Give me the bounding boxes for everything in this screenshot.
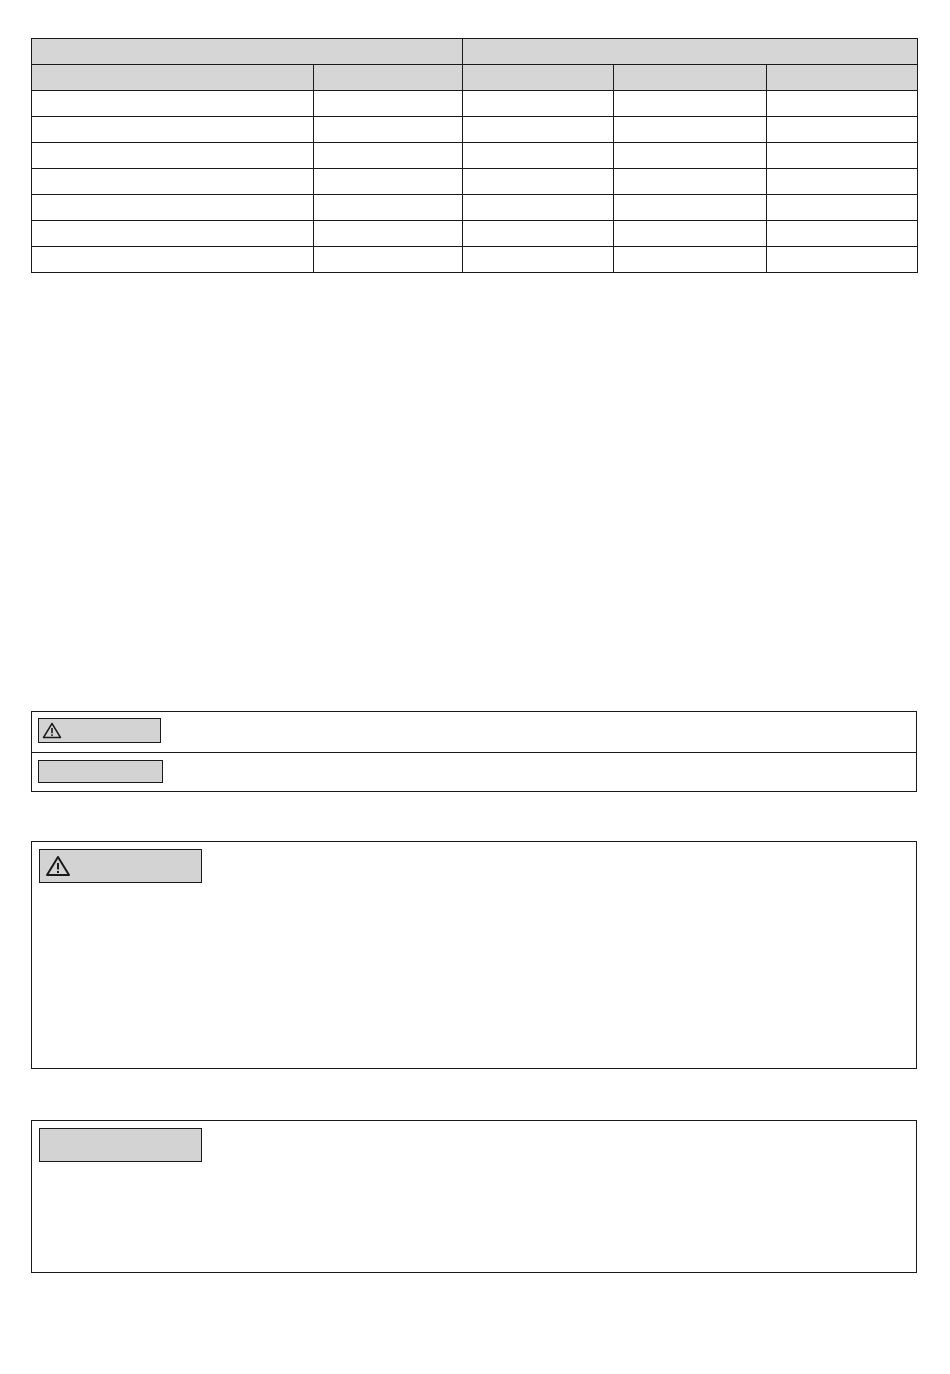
table-column-header: [314, 65, 463, 91]
table-cell: [767, 247, 918, 273]
table-cell: [463, 221, 614, 247]
table-cell: [463, 117, 614, 143]
table-cell: [767, 221, 918, 247]
warning-triangle-icon: [42, 722, 62, 739]
spec-table: [31, 38, 918, 273]
table-column-header: [32, 65, 314, 91]
note-tag: [38, 760, 163, 783]
table-cell: [463, 91, 614, 117]
note-tag-large: [39, 1128, 202, 1162]
warning-tag-large: [39, 849, 202, 883]
table-cell: [614, 91, 767, 117]
table-cell: [767, 143, 918, 169]
warning-box: [31, 841, 917, 1069]
table-cell: [614, 221, 767, 247]
table-cell: [314, 169, 463, 195]
table-group-header-right: [463, 39, 918, 65]
table-row: [32, 195, 918, 221]
table-cell: [32, 91, 314, 117]
table-cell: [614, 195, 767, 221]
note-box: [31, 1120, 917, 1273]
notice-box-small: [31, 711, 917, 792]
table-cell: [32, 195, 314, 221]
table-cell: [767, 91, 918, 117]
table-cell: [32, 143, 314, 169]
table-column-header: [463, 65, 614, 91]
table-cell: [614, 247, 767, 273]
table-cell: [314, 195, 463, 221]
table-group-header-left: [32, 39, 463, 65]
table-column-header: [767, 65, 918, 91]
table-cell: [314, 221, 463, 247]
table-cell: [463, 247, 614, 273]
table-cell: [314, 247, 463, 273]
table-cell: [32, 221, 314, 247]
table-cell: [463, 143, 614, 169]
warning-notice-row: [32, 712, 916, 752]
warning-triangle-icon: [45, 855, 71, 877]
table-cell: [614, 117, 767, 143]
table-cell: [314, 143, 463, 169]
table-cell: [767, 195, 918, 221]
table-column-header: [614, 65, 767, 91]
table-cell: [32, 169, 314, 195]
table-cell: [463, 169, 614, 195]
table-cell: [314, 117, 463, 143]
table-cell: [767, 169, 918, 195]
table-cell: [767, 117, 918, 143]
table-row: [32, 221, 918, 247]
table-column-header-row: [32, 65, 918, 91]
table-row: [32, 91, 918, 117]
table-row: [32, 169, 918, 195]
warning-tag: [38, 718, 161, 743]
table-cell: [32, 247, 314, 273]
table-cell: [463, 195, 614, 221]
table-cell: [314, 91, 463, 117]
table-cell: [614, 143, 767, 169]
table-cell: [32, 117, 314, 143]
table-row: [32, 247, 918, 273]
table-group-header-row: [32, 39, 918, 65]
note-notice-row: [32, 752, 916, 790]
table-cell: [614, 169, 767, 195]
table-row: [32, 143, 918, 169]
table-row: [32, 117, 918, 143]
